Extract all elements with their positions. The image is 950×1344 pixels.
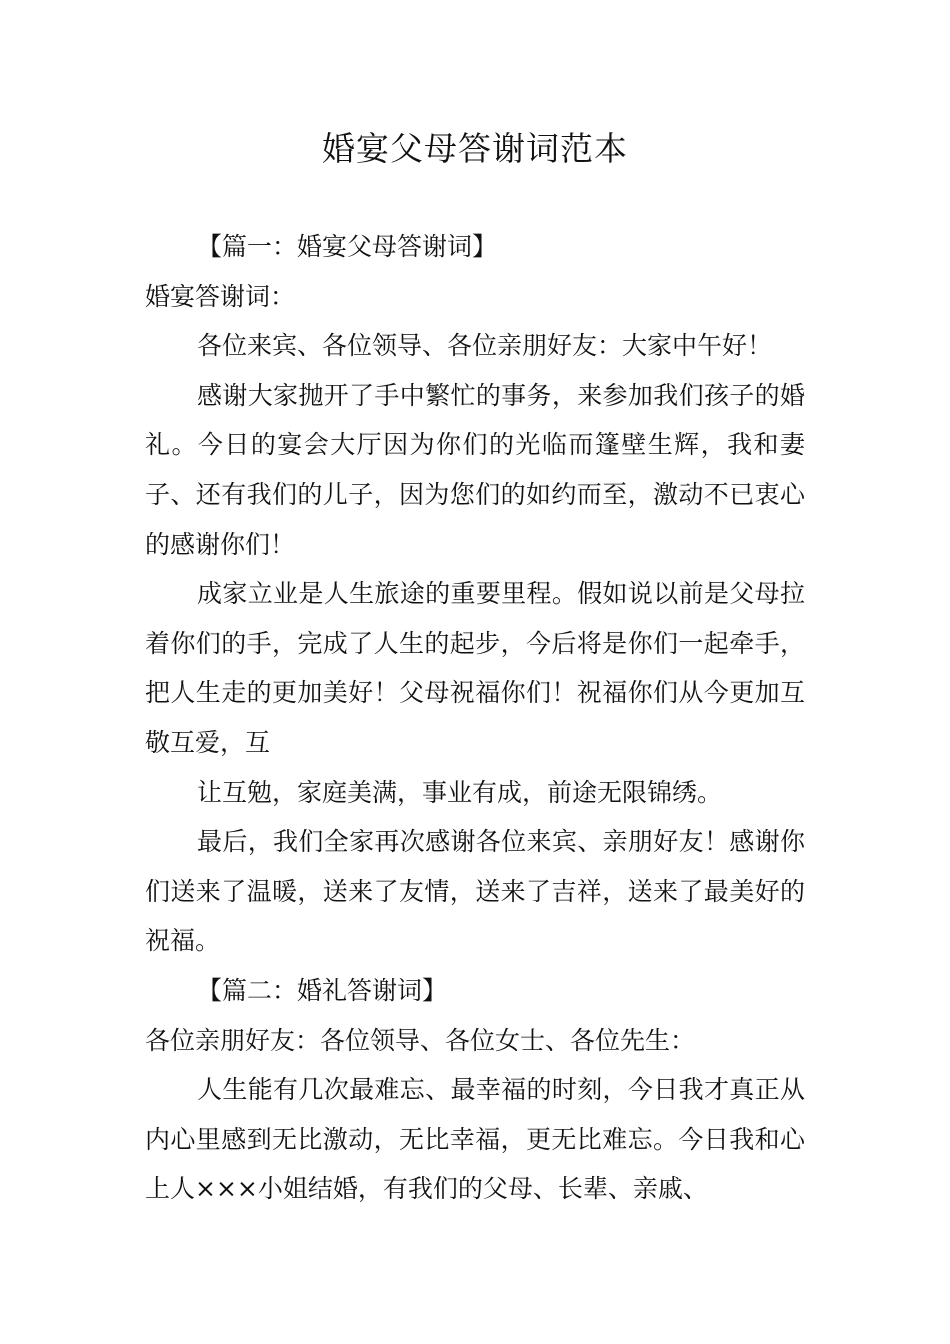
paragraph-salutation-label: 婚宴答谢词：	[145, 281, 296, 311]
document-body	[145, 222, 805, 1214]
paragraph-thanks: 感谢大家抛开了手中繁忙的事务，来参加我们孩子的婚礼。今日的宴会大厅因为你们的光临而篷壁生辉，我和妻子、还有我们的儿子，因为您们的如约而至，激动不已衷心的感谢你们！	[145, 380, 805, 559]
paragraph-speech-2: 人生能有几次最难忘、最幸福的时刻，今日我才真正从内心里感到无比激动，无比幸福，更无比难忘。今日我和心上人×××小姐结婚，有我们的父母、长辈、亲戚、	[145, 1075, 805, 1204]
paragraph-blessing-continued: 让互勉，家庭美满，事业有成，前途无限锦绣。	[197, 777, 723, 807]
paragraph-blessing: 成家立业是人生旅途的重要里程。假如说以前是父母拉着你们的手，完成了人生的起步，今后将是你们一起牵手，把人生走的更加美好！父母祝福你们！祝福你们从今更加互敬互爱，互	[145, 579, 805, 757]
paragraph-greeting: 各位来宾、各位领导、各位亲朋好友：大家中午好！	[197, 331, 773, 361]
section-heading-2: 【篇二：婚礼答谢词】	[197, 975, 448, 1005]
paragraph-salutation-2: 各位亲朋好友：各位领导、各位女士、各位先生：	[145, 1025, 696, 1055]
section-heading-1: 【篇一：婚宴父母答谢词】	[197, 232, 498, 261]
paragraph-closing: 最后，我们全家再次感谢各位来宾、亲朋好友！感谢你们送来了温暖，送来了友情，送来了吉祥，送来了最美好的祝福。	[145, 827, 805, 956]
document-title: 婚宴父母答谢词范本	[322, 129, 628, 168]
